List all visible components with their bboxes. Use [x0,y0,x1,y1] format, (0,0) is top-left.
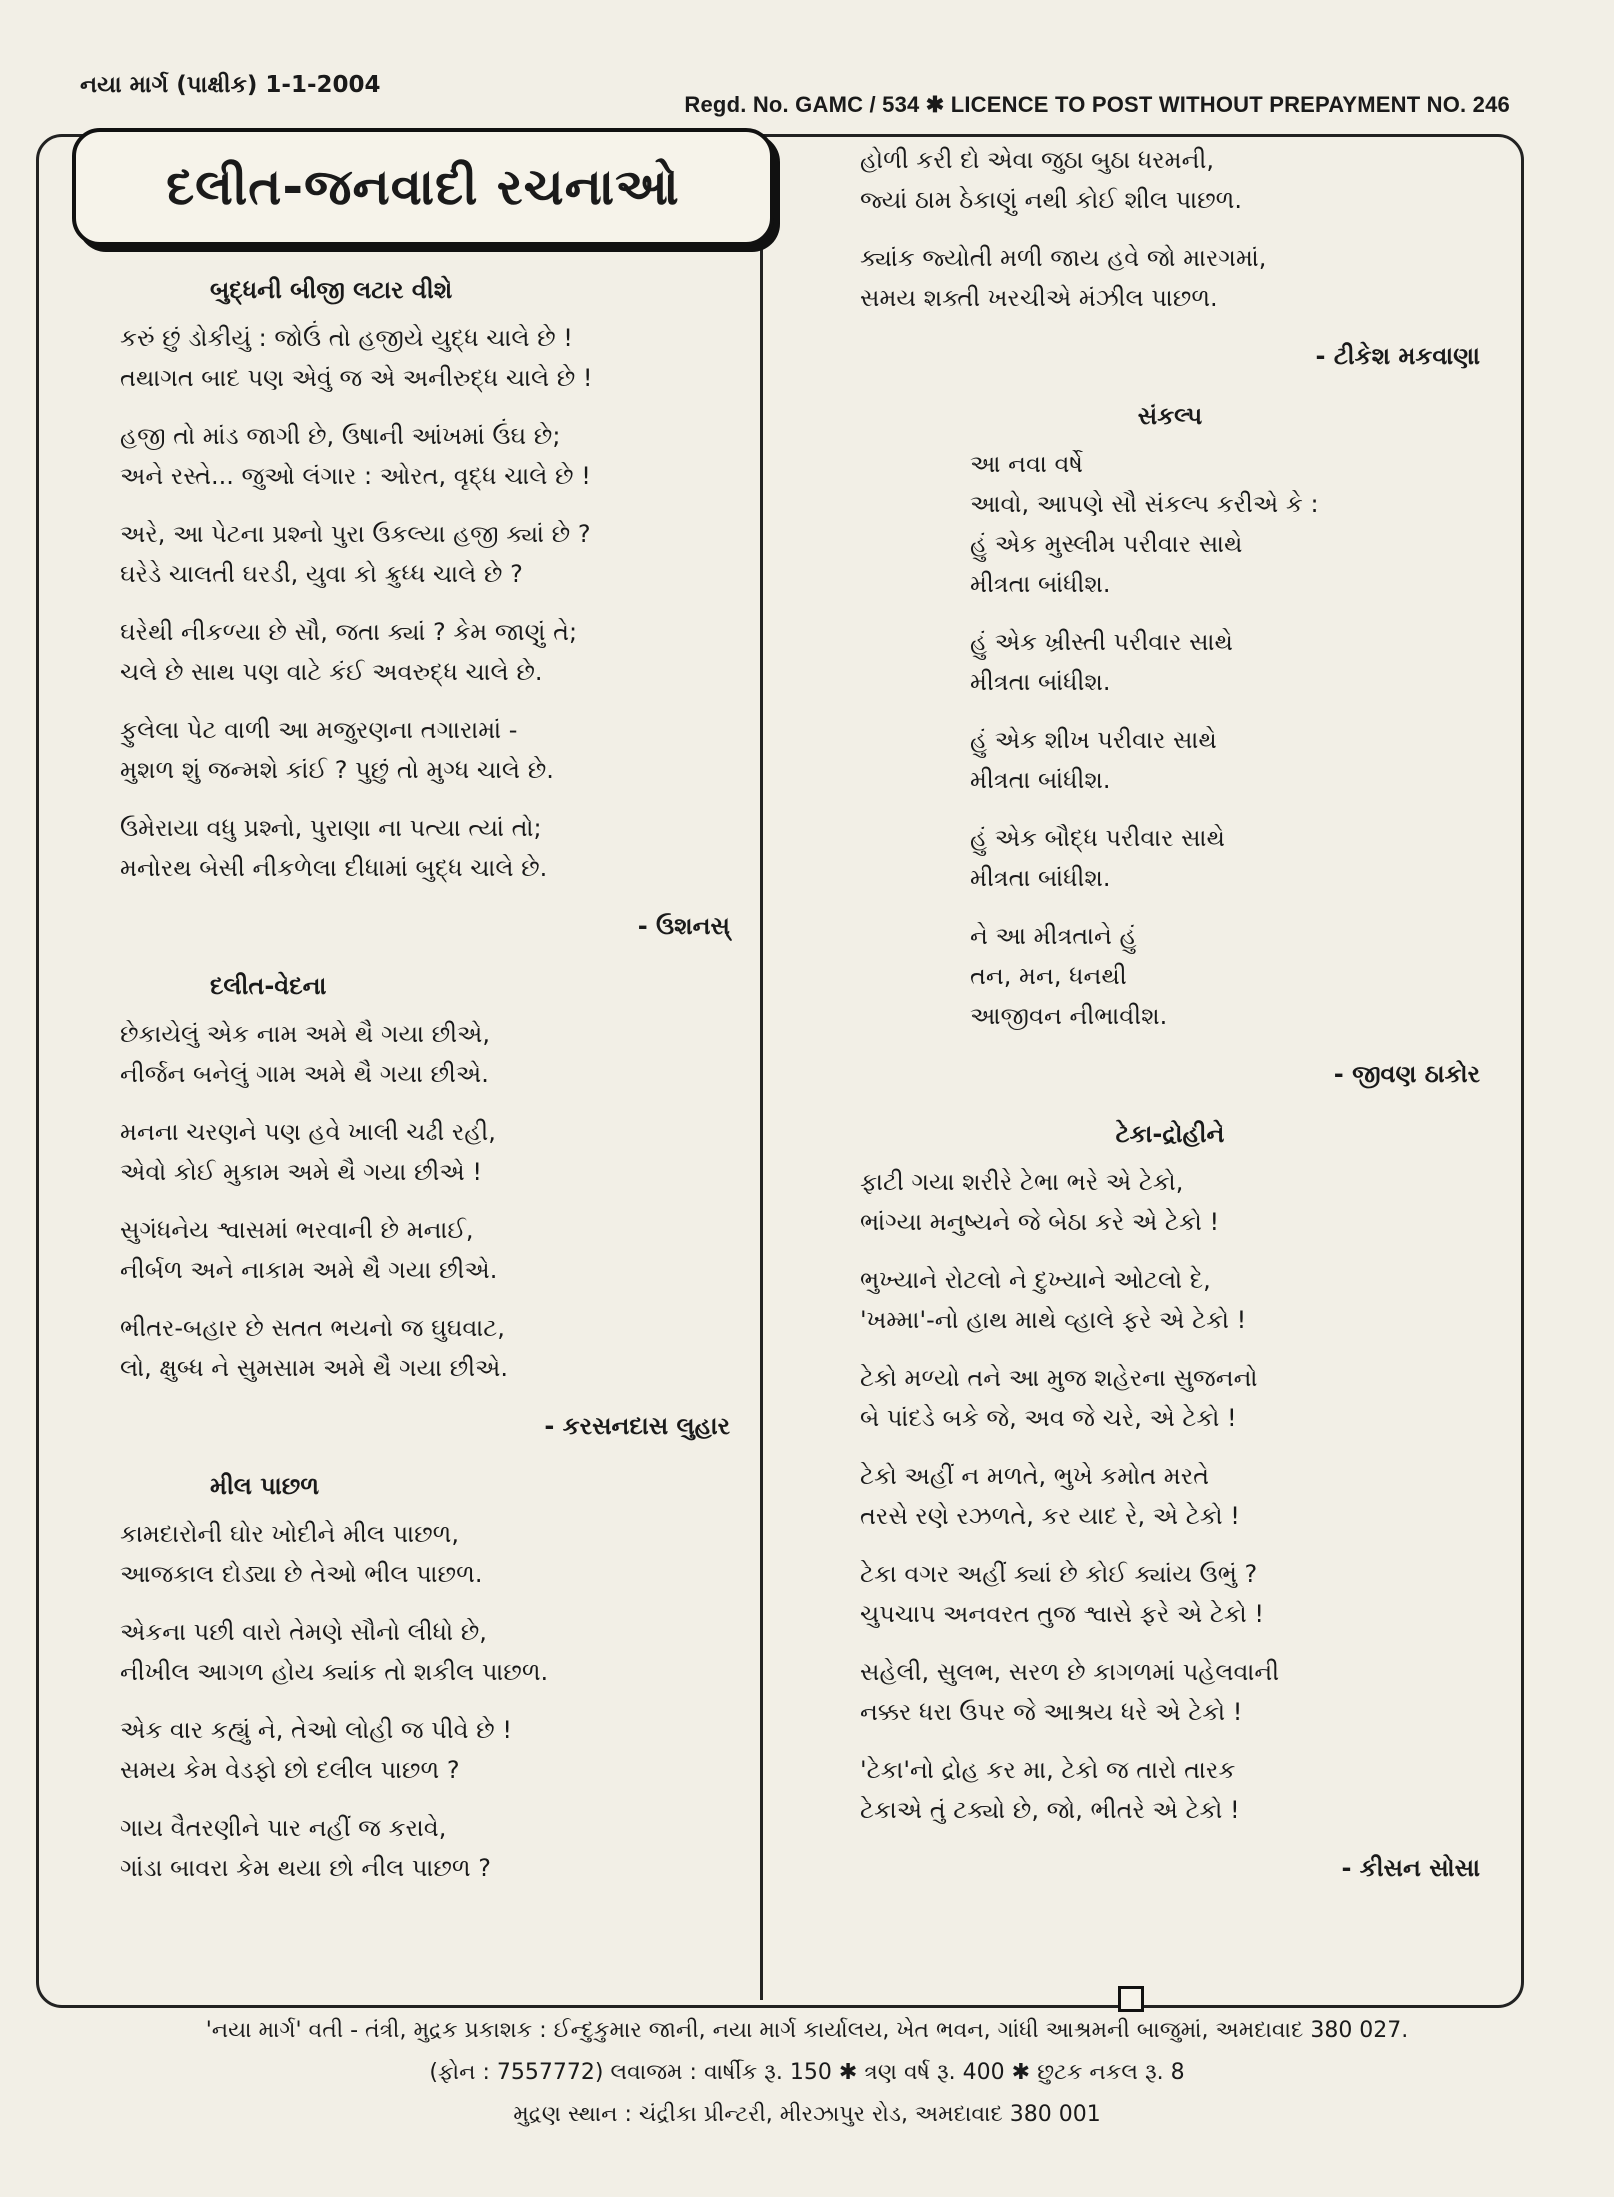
poem-line: હું એક બૌદ્ધ પરીવાર સાથે [970,824,1225,852]
right-column [860,140,1480,1908]
poem-title: દલીત-વેદના [210,972,327,1000]
poem-line: નીખીલ આગળ હોય ક્યાંક તો શકીલ પાછળ. [120,1658,549,1686]
poem-title: ટેકા-દ્રોહીને [1115,1120,1225,1148]
poem-line: નક્કર ધરા ઉપર જે આશ્રય ધરે એ ટેકો ! [860,1698,1243,1726]
poem-line: લો, ક્ષુબ્ધ ને સુમસામ અમે થૈ ગયા છીએ. [120,1354,509,1382]
stanza [120,1112,730,1192]
stanza [860,916,1480,1036]
poem [120,966,730,1446]
poem-line: અને રસ્તે... જુઓ લંગાર : ઓરત, વૃદ્ધ ચાલે છે ! [120,462,591,490]
poem-line: ક્યાંક જ્યોતી મળી જાય હવે જો મારગમાં, [860,244,1267,272]
poem-line: તથાગત બાદ પણ એવું જ એ અનીરુદ્ધ ચાલે છે ! [120,364,593,392]
stanza [860,1750,1480,1830]
section-title-box [72,128,774,246]
poem-line: એક વાર કહ્યું ને, તેઓ લોહી જ પીવે છે ! [120,1716,512,1744]
poem-line: આ નવા વર્ષે [970,450,1083,478]
stanza [120,1308,730,1388]
header-publication-date: નયા માર્ગ (પાક્ષીક) 1-1-2004 [80,72,381,98]
poem-line: ટેકાએ તું ટક્યો છે, જો, ભીતરે એ ટેકો ! [860,1796,1240,1824]
poem-line: હોળી કરી દો એવા જુઠા બુઠા ધરમની, [860,146,1215,174]
poem-line: છેકાયેલું એક નામ અમે થૈ ગયા છીએ, [120,1020,491,1048]
stanza [120,1710,730,1790]
stanza [120,1808,730,1888]
poem-line: 'ખમ્મા'-નો હાથ માથે વ્હાલે ફરે એ ટેકો ! [860,1306,1247,1334]
poem-line: ટેકો મળ્યો તને આ મુજ શહેરના સુજનનો [860,1364,1258,1392]
stanza [860,622,1480,702]
stanza [860,1260,1480,1340]
left-column [120,270,730,1906]
footer [0,2010,1614,2136]
poem-line: એવો કોઈ મુકામ અમે થૈ ગયા છીએ ! [120,1158,482,1186]
poem-line: મુશળ શું જન્મશે કાંઈ ? પુછું તો મુગ્ધ ચાલે છે. [120,756,554,784]
stanza [120,1514,730,1594]
header-registration: Regd. No. GAMC / 534 ✱ LICENCE TO POST WITHOUT PREPAYMENT NO. 246 [684,92,1510,117]
poem [860,1114,1480,1888]
stanza [120,808,730,888]
poem-line: મીત્રતા બાંધીશ. [970,668,1111,696]
poem-line: આવો, આપણે સૌ સંકલ્પ કરીએ કે : [970,490,1319,518]
poem-author: - જીવણ ઠાકોર [1333,1060,1480,1088]
stanza [860,444,1480,604]
poem-line: મનોરથ બેસી નીકળેલા દીધામાં બુદ્ધ ચાલે છે. [120,854,548,882]
column-divider [760,136,763,2000]
poem-line: સુગંધનેય શ્વાસમાં ભરવાની છે મનાઈ, [120,1216,474,1244]
stanza [860,1652,1480,1732]
poem [120,270,730,946]
poem-line: મનના ચરણને પણ હવે ખાલી ચઢી રહી, [120,1118,496,1146]
poem-line: ગાંડા બાવરા કેમ થયા છો નીલ પાછળ ? [120,1854,491,1882]
stanza [860,1162,1480,1242]
poem-line: ચુપચાપ અનવરત તુજ શ્વાસે ફરે એ ટેકો ! [860,1600,1265,1628]
poem-line: સહેલી, સુલભ, સરળ છે કાગળમાં પહેલવાની [860,1658,1280,1686]
stanza [120,1612,730,1692]
poem-line: હું એક શીખ પરીવાર સાથે [970,726,1217,754]
poem-line: હજી તો માંડ જાગી છે, ઉષાની આંખમાં ઉંઘ છે; [120,422,561,450]
section-title: દલીત-જનવાદી રચનાઓ [166,157,680,216]
poem-line: બે પાંદડે બકે જે, અવ જે ચરે, એ ટેકો ! [860,1404,1237,1432]
stanza [120,318,730,398]
poem-title: બુદ્ધની બીજી લટાર વીશે [210,276,453,304]
poem-author: - કરસનદાસ લુહાર [544,1412,730,1440]
poem-line: ચલે છે સાથ પણ વાટે કંઈ અવરુદ્ધ ચાલે છે. [120,658,543,686]
poem-line: ભાંગ્યા મનુષ્યને જે બેઠા કરે એ ટેકો ! [860,1208,1220,1236]
poem [860,140,1480,376]
poem-line: હું એક મુસ્લીમ પરીવાર સાથે [970,530,1243,558]
stanza [860,1358,1480,1438]
stanza [120,1210,730,1290]
poem [860,396,1480,1094]
poem-line: આજકાલ દોડ્યા છે તેઓ ભીલ પાછળ. [120,1560,483,1588]
poem-line: તન, મન, ધનથી [970,962,1127,990]
stanza [120,710,730,790]
poem-line: ફાટી ગયા શરીરે ટેભા ભરે એ ટેકો, [860,1168,1184,1196]
poem-line: અરે, આ પેટના પ્રશ્નો પુરા ઉકલ્યા હજી ક્યાં છે ? [120,520,591,548]
poem-line: એકના પછી વારો તેમણે સૌનો લીધો છે, [120,1618,487,1646]
footer-line-printer: મુદ્રણ સ્થાન : ચંદ્રીકા પ્રીન્ટરી, મીરઝાપુર રોડ, અમદાવાદ 380 001 [513,2102,1101,2127]
poem-line: ભુખ્યાને રોટલો ને દુખ્યાને ઓટલો દે, [860,1266,1211,1294]
footer-line-subscription: (ફોન : 7557772) લવાજમ : વાર્ષીક રૂ. 150 ✱ ત્રણ વર્ષ રૂ. 400 ✱ છુટક નકલ રૂ. 8 [429,2060,1185,2085]
poem-line: કામદારોની ઘોર ખોદીને મીલ પાછળ, [120,1520,460,1548]
stanza [120,416,730,496]
poem-line: ટેકો અહીં ન મળતે, ભુખે કમોત મરતે [860,1462,1210,1490]
poem-line: મીત્રતા બાંધીશ. [970,766,1111,794]
poem-line: ટેકા વગર અહીં ક્યાં છે કોઈ ક્યાંય ઉભું ? [860,1560,1258,1588]
poem-line: સમય શક્તી ખરચીએ મંઝીલ પાછળ. [860,284,1218,312]
stanza [120,612,730,692]
poem-line: ઉમેરાયા વધુ પ્રશ્નો, પુરાણા ના પત્યા ત્યાં તો; [120,814,542,842]
footer-line-publisher: 'નયા માર્ગ' વતી - તંત્રી, મુદ્રક પ્રકાશક : ઈન્દુકુમાર જાની, નયા માર્ગ કાર્યાલય, ખેત ભવન, ગાંધી આશ્રમની બાજુમાં, અમદાવાદ 380 027. [205,2018,1409,2043]
poem-line: 'ટેકા'નો દ્રોહ કર મા, ટેકો જ તારો તારક [860,1756,1236,1784]
poem-line: કરું છું ડોકીયું : જોઉં તો હજીયે યુદ્ધ ચાલે છે ! [120,324,573,352]
poem-line: ઘરેથી નીકળ્યા છે સૌ, જતા ક્યાં ? કેમ જાણું તે; [120,618,578,646]
poem-line: તરસે રણે રઝળતે, કર યાદ રે, એ ટેકો ! [860,1502,1240,1530]
poem [120,1466,730,1888]
poem-line: સમય કેમ વેડફો છો દલીલ પાછળ ? [120,1756,460,1784]
poem-title: મીલ પાછળ [210,1472,320,1500]
poem-line: ગાય વૈતરણીને પાર નહીં જ કરાવે, [120,1814,447,1842]
end-square-icon [1118,1986,1144,2012]
poem-line: ને આ મીત્રતાને હું [970,922,1137,950]
poem-author: - ટીકેશ મકવાણા [1315,342,1480,370]
stanza [860,238,1480,318]
poem-line: જ્યાં ઠામ ઠેકાણું નથી કોઈ શીલ પાછળ. [860,186,1243,214]
poem-title: સંકલ્પ [1137,402,1203,430]
stanza [860,818,1480,898]
poem-line: ઘરેડે ચાલતી ઘરડી, યુવા કો ક્રુધ્ધ ચાલે છે ? [120,560,523,588]
stanza [860,1554,1480,1634]
poem-line: નીર્બળ અને નાકામ અમે થૈ ગયા છીએ. [120,1256,498,1284]
stanza [860,720,1480,800]
poem-line: નીર્જન બનેલું ગામ અમે થૈ ગયા છીએ. [120,1060,489,1088]
poem-line: આજીવન નીભાવીશ. [970,1002,1168,1030]
poem-line: હું એક ખ્રીસ્તી પરીવાર સાથે [970,628,1233,656]
stanza [860,140,1480,220]
poem-line: મીત્રતા બાંધીશ. [970,864,1111,892]
poem-author: - ઉશનસ્ [637,912,730,940]
poem-line: મીત્રતા બાંધીશ. [970,570,1111,598]
poem-author: - કીસન સોસા [1341,1854,1480,1882]
stanza [860,1456,1480,1536]
poem-line: ફુલેલા પેટ વાળી આ મજુરણના તગારામાં - [120,716,518,744]
stanza [120,1014,730,1094]
poem-line: ભીતર-બહાર છે સતત ભયનો જ ઘુઘવાટ, [120,1314,505,1342]
stanza [120,514,730,594]
